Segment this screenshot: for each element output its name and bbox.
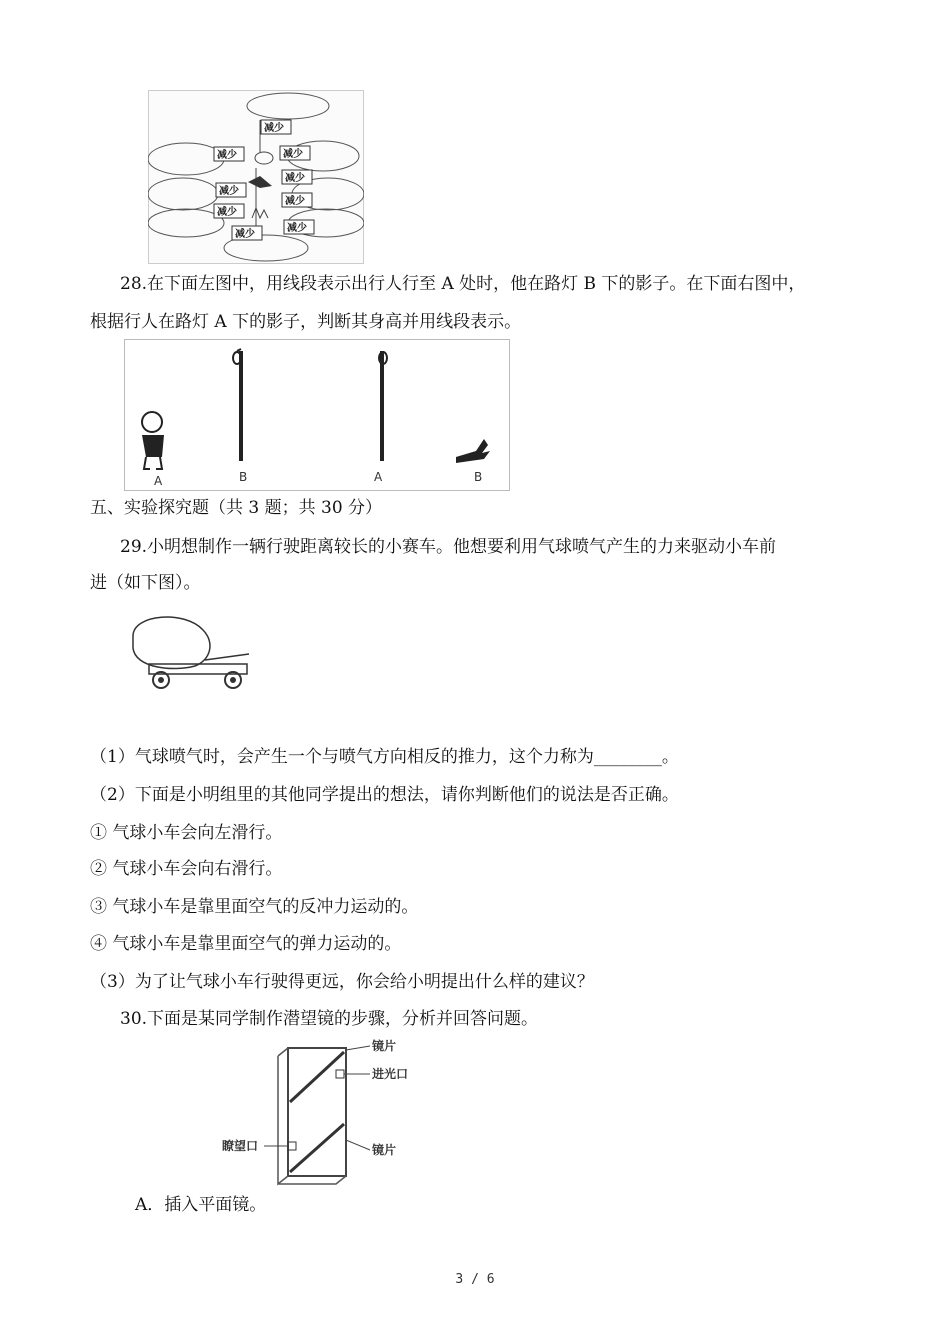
q29-line1: 29.小明想制作一辆行驶距离较长的小赛车。他想要利用气球喷气产生的力来驱动小车前: [120, 537, 777, 557]
svg-text:镜片: 镜片: [372, 1143, 397, 1157]
svg-text:B: B: [239, 470, 248, 484]
svg-text:镜片: 镜片: [372, 1039, 397, 1053]
svg-text:减少: 减少: [285, 196, 305, 207]
street-lamp-figure: [124, 339, 510, 491]
svg-text:减少: 减少: [287, 223, 307, 234]
svg-text:减少: 减少: [217, 150, 237, 161]
q29-option-2: ② 气球小车会向右滑行。: [90, 859, 283, 879]
q29-part1: （1）气球喷气时，会产生一个与喷气方向相反的推力，这个力称为________。: [90, 747, 679, 767]
page-number: 3 / 6: [455, 1272, 495, 1287]
svg-text:进光口: 进光口: [372, 1067, 408, 1081]
q29-option-4: ④ 气球小车是靠里面空气的弹力运动的。: [90, 934, 402, 954]
section5-heading: 五、实验探究题（共 3 题；共 30 分）: [90, 498, 383, 518]
svg-text:减少: 减少: [283, 149, 303, 160]
svg-text:瞭望口: 瞭望口: [222, 1139, 259, 1153]
svg-text:减少: 减少: [219, 186, 239, 197]
svg-text:减少: 减少: [217, 207, 237, 218]
svg-text:减少: 减少: [235, 229, 255, 240]
svg-text:减少: 减少: [285, 173, 305, 184]
q29-line2: 进（如下图）。: [90, 573, 201, 593]
q29-part2: （2）下面是小明组里的其他同学提出的想法，请你判断他们的说法是否正确。: [90, 785, 679, 805]
svg-text:A: A: [374, 470, 383, 484]
q28-line2: 根据行人在路灯 A 下的影子，判断其身高并用线段表示。: [90, 312, 522, 332]
q29-option-1: ① 气球小车会向左滑行。: [90, 823, 283, 843]
q29-part3: （3）为了让气球小车行驶得更远，你会给小明提出什么样的建议？: [90, 972, 594, 992]
svg-text:B: B: [474, 470, 483, 484]
svg-text:减少: 减少: [264, 123, 284, 134]
svg-text:A: A: [154, 474, 163, 488]
balloon-car-figure: [125, 606, 255, 694]
food-web-figure: [148, 90, 364, 264]
periscope-figure: [218, 1036, 408, 1186]
q30-step-a: A．插入平面镜。: [135, 1195, 267, 1215]
q28-line1: 28.在下面左图中，用线段表示出行人行至 A 处时，他在路灯 B 下的影子。在下面右图中，: [120, 274, 806, 294]
q30-line1: 30.下面是某同学制作潜望镜的步骤，分析并回答问题。: [120, 1009, 539, 1029]
q29-option-3: ③ 气球小车是靠里面空气的反冲力运动的。: [90, 897, 419, 917]
